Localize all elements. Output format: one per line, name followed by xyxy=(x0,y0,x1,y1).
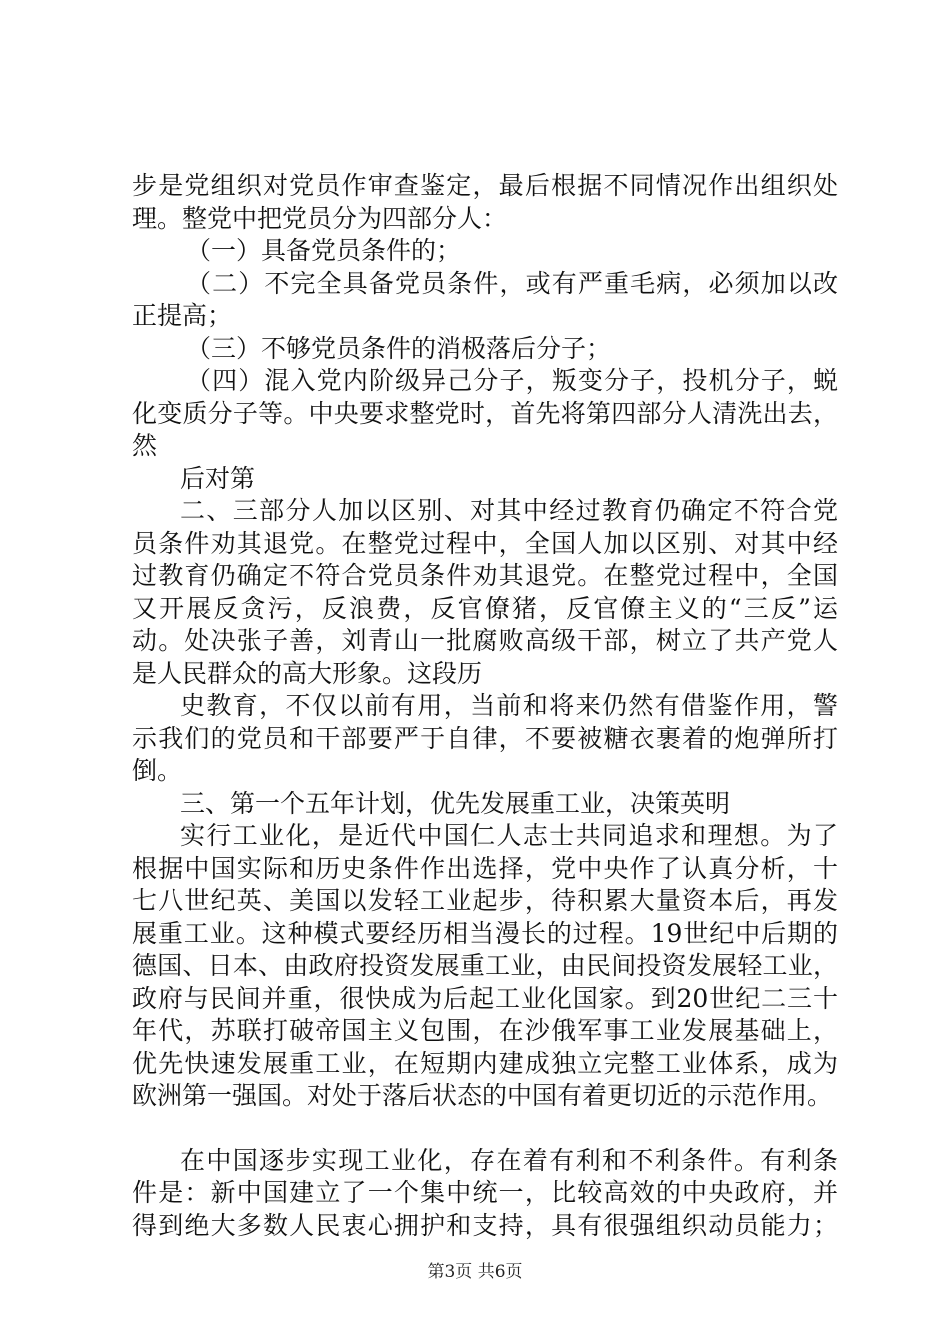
text-line: （二）不完全具备党员条件，或有严重毛病，必须加以改 xyxy=(186,268,838,298)
document-body xyxy=(132,170,838,1242)
text-line: 实行工业化，是近代中国仁人志士共同追求和理想。为了 xyxy=(180,821,838,850)
text-line: 正提高； xyxy=(132,301,233,330)
text-line: 件是：新中国建立了一个集中统一，比较高效的中央政府，并 xyxy=(132,1178,838,1207)
text-line: 后对第 xyxy=(180,463,256,493)
text-line: 又开展反贪污，反浪费，反官僚猪，反官僚主义的“三反”运 xyxy=(132,593,838,623)
text-line: 然 xyxy=(132,431,158,460)
text-line: 化变质分子等。中央要求整党时，首先将第四部分人清洗出去， xyxy=(132,398,838,428)
text-line: 示我们的党员和干部要严于自律，不要被糖衣裹着的炮弹所打 xyxy=(132,723,838,753)
paragraph-gap xyxy=(132,1113,838,1145)
text-line: （一）具备党员条件的； xyxy=(186,236,462,265)
text-line: 是人民群众的高大形象。这段历 xyxy=(132,658,483,688)
text-line: （四）混入党内阶级异己分子，叛变分子，投机分子，蜕 xyxy=(186,366,838,395)
text-line: 员条件劝其退党。在整党过程中，全国人加以区别、对其中经 xyxy=(132,528,838,558)
text-line: 动。处决张子善，刘青山一批腐败高级干部，树立了共产党人 xyxy=(132,626,838,655)
text-line: 政府与民间并重，很快成为后起工业化国家。到20世纪二三十 xyxy=(132,983,838,1013)
text-line: （三）不够党员条件的消极落后分子； xyxy=(186,333,612,363)
text-line: 七八世纪英、美国以发轻工业起步，待积累大量资本后，再发 xyxy=(132,886,838,915)
text-line: 德国、日本、由政府投资发展重工业，由民间投资发展轻工业， xyxy=(132,951,838,980)
page-footer: 第3页 共6页 xyxy=(427,1262,523,1282)
text-line: 理。整党中把党员分为四部分人： xyxy=(132,203,508,233)
text-line: 在中国逐步实现工业化，存在着有利和不利条件。有利条 xyxy=(180,1145,838,1175)
text-line: 倒。 xyxy=(132,756,183,785)
text-line: 年代，苏联打破帝国主义包围，在沙俄军事工业发展基础上， xyxy=(132,1016,838,1045)
text-line: 史教育，不仅以前有用，当前和将来仍然有借鉴作用，警 xyxy=(180,691,838,720)
text-line: 根据中国实际和历史条件作出选择，党中央作了认真分析，十 xyxy=(132,853,838,883)
text-line: 二、三部分人加以区别、对其中经过教育仍确定不符合党 xyxy=(180,496,838,525)
text-line: 过教育仍确定不符合党员条件劝其退党。在整党过程中，全国 xyxy=(132,561,838,590)
text-line: 得到绝大多数人民衷心拥护和支持，具有很强组织动员能力； xyxy=(132,1210,838,1240)
text-line: 优先快速发展重工业，在短期内建成独立完整工业体系，成为 xyxy=(132,1048,838,1078)
section-heading: 三、第一个五年计划，优先发展重工业，决策英明 xyxy=(180,788,731,818)
text-line: 步是党组织对党员作审查鉴定，最后根据不同情况作出组织处 xyxy=(132,171,838,200)
text-line: 展重工业。这种模式要经历相当漫长的过程。19世纪中后期的 xyxy=(132,918,838,948)
text-line: 欧洲第一强国。对处于落后状态的中国有着更切近的示范作用。 xyxy=(132,1081,833,1110)
